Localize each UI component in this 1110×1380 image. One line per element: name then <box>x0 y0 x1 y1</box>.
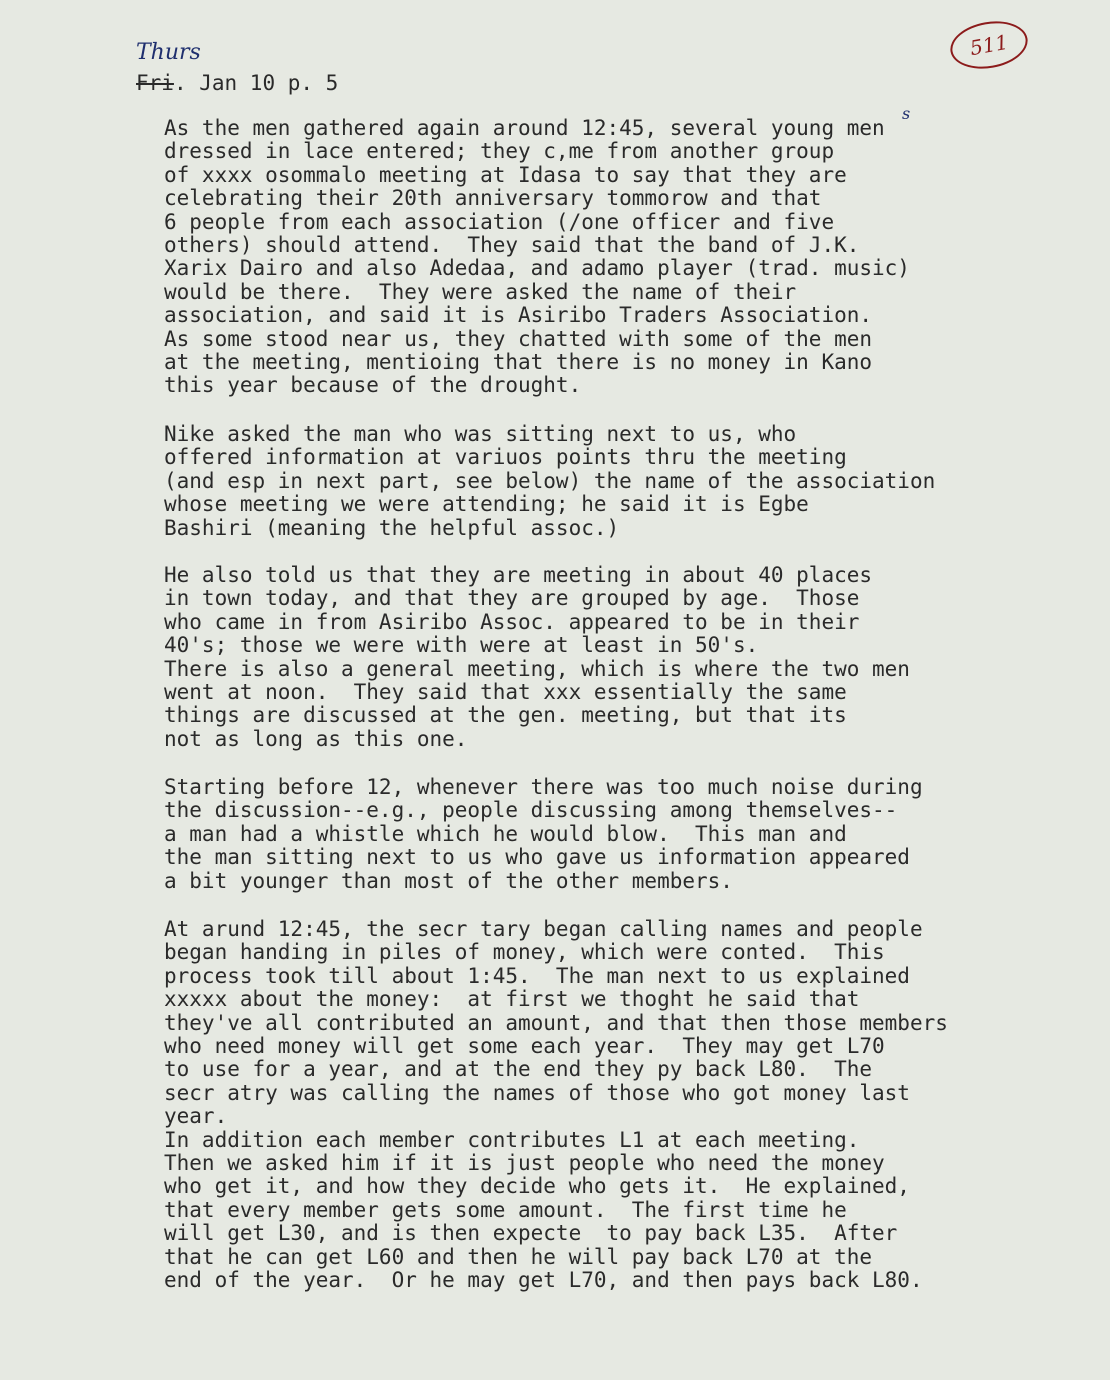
paragraph-3: He also told us that they are meeting in about 40 places in town today, and that they are grouped by age. Those who came in from Asiribo Assoc. appeared to be in their 40's; those we were with were at least in 50's. There is also a general meeting, which is where the two men went at noon. They said that xxx essentially the same things are discussed at the gen. meeting, but that its not as long as this one. <box>164 563 910 751</box>
paragraph-2: Nike asked the man who was sitting next to us, who offered information at variuos points thru the meeting (and esp in next part, see below) the name of the association whose meeting we were attending; he said it is Egbe Bashiri (meaning the helpful assoc.) <box>164 422 936 540</box>
date-header <box>136 71 338 95</box>
page-number-circle <box>947 16 1032 75</box>
page-number: 511 <box>968 29 1010 61</box>
paragraph-1: As the men gathered again around 12:45, several young men dressed in lace entered; they c,me from another group of xxxx osommalo meeting at Idasa to say that they are celebrating their 20th anniversary tommorow and that 6 people from each association (/one officer and five others) should attend. They said that the band of J.K. Xarix Dairo and also Adedaa, and adamo player (trad. music) would be there. They were asked the name of their association, and said it is Asiribo Traders Association. As some stood near us, they chatted with some of the men at the meeting, mentioing that there is no money in Kano this year because of the drought. <box>164 116 910 398</box>
struck-day: Fri <box>136 71 174 95</box>
paragraph-4: Starting before 12, whenever there was too much noise during the discussion--e.g., people discussing among themselves-- a man had a whistle which he would blow. This man and the man sitting next to us who gave us information appeared a bit younger than most of the other members. <box>164 775 923 893</box>
handwritten-day-correction: Thurs <box>136 40 201 65</box>
paragraph-5: At arund 12:45, the secr tary began calling names and people began handing in piles of money, which were conted. This process took till about 1:45. The man next to us explained xxxxx about the money: at first we thoght he said that they've all contributed an amount, and that then those members who need money will get some each year. They may get L70 to use for a year, and at the end they py back L80. The secr atry was calling the names of those who got money last year. In addition each member contributes L1 at each meeting. Then we asked him if it is just people who need the money who get it, and how they decide who gets it. He explained, that every member gets some amount. The first time he will get L30, and is then expecte to pay back L35. After that he can get L60 and then he will pay back L70 at the end of the year. Or he may get L70, and then pays back L80. <box>164 917 948 1293</box>
date-header-rest: . Jan 10 p. 5 <box>173 71 339 95</box>
handwritten-insertion: s <box>902 104 911 123</box>
